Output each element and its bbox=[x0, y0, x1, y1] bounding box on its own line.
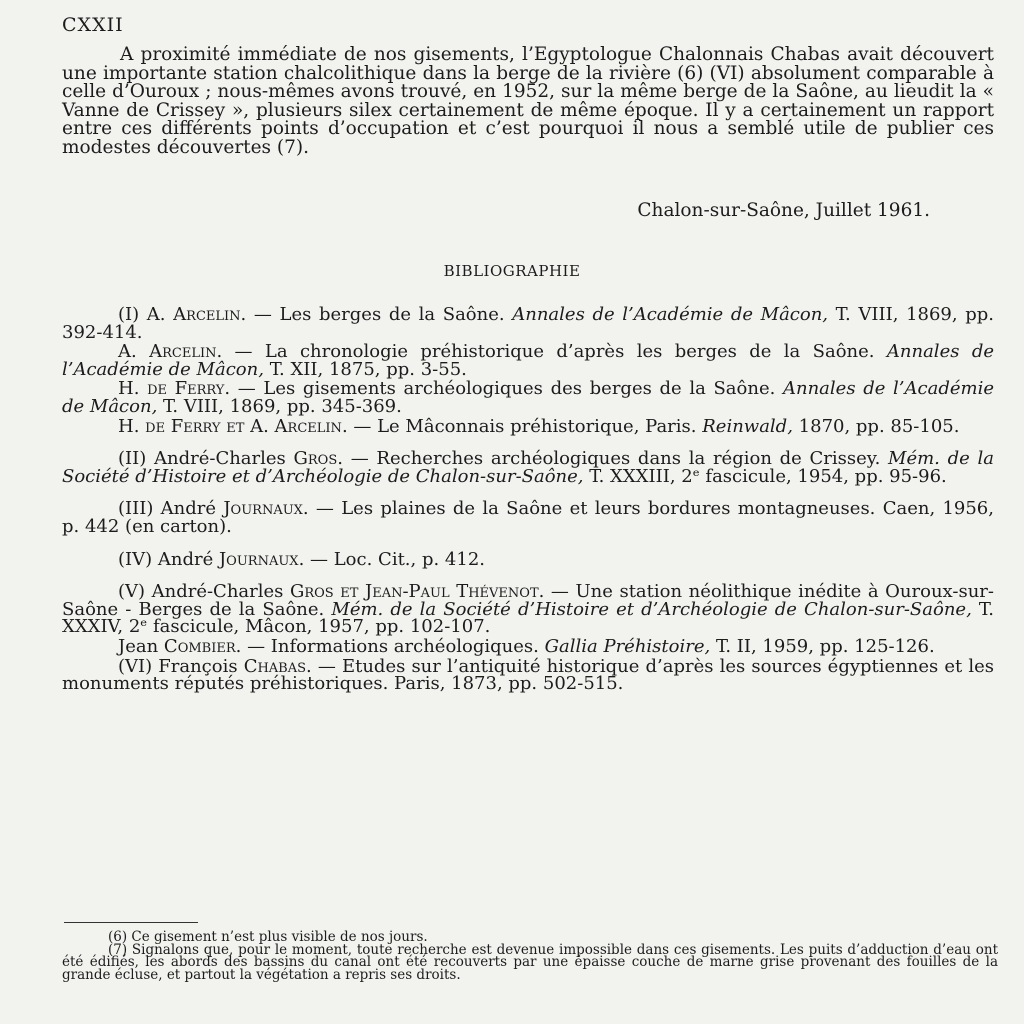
bibliography-list bbox=[62, 306, 994, 695]
author-name: de Ferry et A. Arcelin bbox=[145, 415, 342, 437]
bibliography-entry: (III) André Journaux. — Les plaines de la Saône et leurs bordures montagneuses. Caen, 1956, p. 442 (en carton). bbox=[62, 498, 994, 537]
author-name: Arcelin bbox=[149, 341, 217, 363]
place-date-signature: Chalon-sur-Saône, Juillet 1961. bbox=[637, 200, 930, 221]
author-name: Arcelin bbox=[173, 304, 241, 325]
intro-paragraph: A proximité immédiate de nos gisements, l’Egyptologue Chalonnais Chabas avait découvert une importante station chalcolithique dans la berge de la rivière (6) (VI) absolument comparable à celle d’Ouroux ; nous-mêmes avons trouvé, en 1952, sur la même berge de la Saône, au lieudit la « Vanne de Crissey », plusieurs silex certainement de même époque. Il y a certainement un rapport entre ces différents points d’occupation et c’est pourquoi il nous a semblé utile de publier ces modestes découvertes (7). bbox=[62, 44, 994, 158]
publication-title: Annales de l’Académie de Mâcon, bbox=[62, 341, 994, 380]
footnotes bbox=[62, 931, 998, 981]
page-number: CXXII bbox=[62, 14, 124, 36]
publication-title: Gallia Préhistoire, bbox=[544, 635, 711, 657]
author-name: Chabas bbox=[243, 655, 307, 677]
footnote-6: (6) Ce gisement n’est plus visible de nos jours. bbox=[108, 929, 428, 945]
author-name: Journaux bbox=[218, 548, 299, 570]
author-name: Gros bbox=[293, 448, 338, 470]
author-name: Gros et Jean-Paul Thévenot bbox=[289, 581, 539, 603]
bibliography-entry: (I) A. Arcelin. — Les berges de la Saône. Annales de l’Académie de Mâcon, T. VIII, 1869, pp. 392-414. bbox=[62, 304, 994, 343]
publication-title: Reinwald, bbox=[702, 415, 793, 437]
publication-title: Mém. de la Société d’Histoire et d’Archéologie de Chalon-sur-Saône, bbox=[62, 448, 994, 487]
publication-title: Annales de l’Académie de Mâcon, bbox=[512, 304, 829, 325]
bibliography-entry: (II) André-Charles Gros. — Recherches archéologiques dans la région de Crissey. Mém. de la Société d’Histoire et d’Archéologie de Chalon-sur-Saône, T. XXXIII, 2ᵉ fascicule, 1954, pp. 95-96. bbox=[62, 448, 994, 487]
footnote-7: (7) Signalons que, pour le moment, toute recherche est devenue impossible dans ces gisements. Les puits d’adduction d’eau ont été édifiés, les abords des bassins du canal ont été recouverts par une épaisse couche de marne grise provenant des fouilles de la grande écluse, et partout la végétation a repris ses droits. bbox=[62, 941, 998, 983]
author-name: de Ferry bbox=[147, 378, 225, 400]
bibliography-entry: H. de Ferry et A. Arcelin. — Le Mâconnais préhistorique, Paris. Reinwald, 1870, pp. 85-105. bbox=[118, 415, 960, 437]
bibliography-entry: H. de Ferry. — Les gisements archéologiques des berges de la Saône. Annales de l’Académie de Mâcon, T. VIII, 1869, pp. 345-369. bbox=[62, 378, 994, 417]
bibliography-entry: Jean Combier. — Informations archéologiques. Gallia Préhistoire, T. II, 1959, pp. 125-126. bbox=[118, 635, 935, 657]
bibliography-entry: (V) André-Charles Gros et Jean-Paul Thévenot. — Une station néolithique inédite à Ouroux-sur-Saône - Berges de la Saône. Mém. de la Société d’Histoire et d’Archéologie de Chalon-sur-Saône, T. XXXIV, 2ᵉ fascicule, Mâcon, 1957, pp. 102-107. bbox=[62, 581, 995, 638]
author-name: Journaux bbox=[223, 498, 303, 520]
bibliography-entry: A. Arcelin. — La chronologie préhistorique d’après les berges de la Saône. Annales de l’Académie de Mâcon, T. XII, 1875, pp. 3-55. bbox=[62, 341, 994, 380]
publication-title: Annales de l’Académie de Mâcon, bbox=[62, 378, 994, 417]
bibliography-entry: (VI) François Chabas. — Etudes sur l’antiquité historique d’après les sources égyptiennes et les monuments réputés préhistoriques. Paris, 1873, pp. 502-515. bbox=[62, 655, 994, 695]
footnote-divider bbox=[64, 922, 198, 923]
publication-title: Mém. de la Société d’Histoire et d’Archéologie de Chalon-sur-Saône, bbox=[331, 598, 972, 620]
author-name: Combier bbox=[163, 635, 236, 657]
bibliography-entry: (IV) André Journaux. — Loc. Cit., p. 412. bbox=[118, 548, 486, 570]
bibliography-heading: BIBLIOGRAPHIE bbox=[443, 262, 581, 280]
